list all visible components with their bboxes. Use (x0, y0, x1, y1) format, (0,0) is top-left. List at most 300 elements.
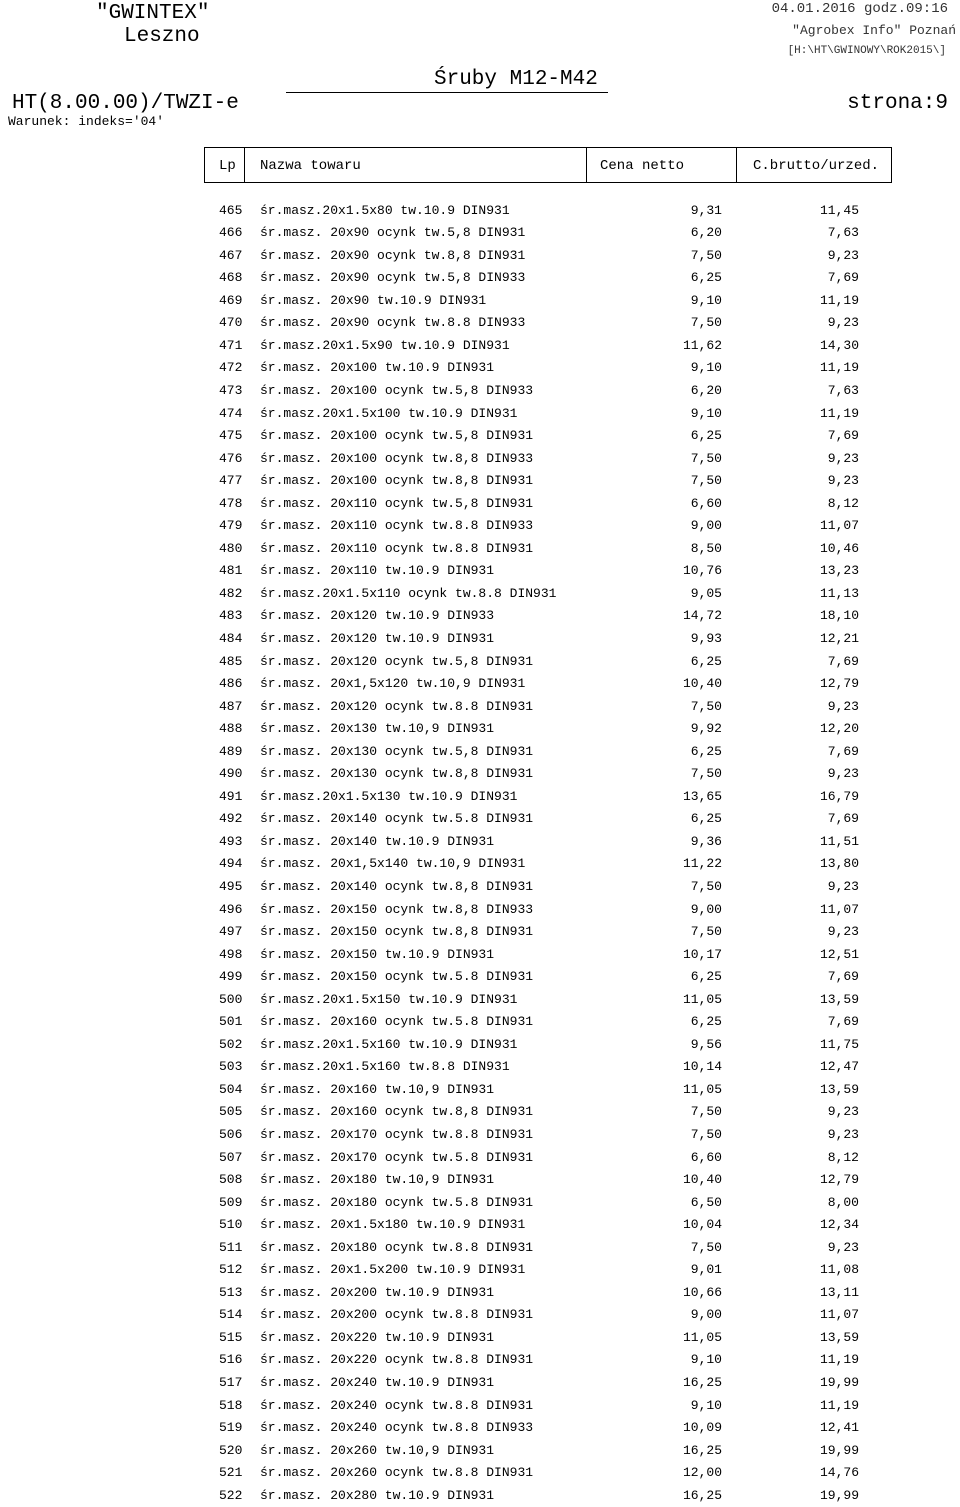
row-gross-price: 11,45 (819, 202, 859, 218)
row-net-price: 11,05 (682, 991, 722, 1007)
row-product-name: śr.masz. 20x100 ocynk tw.8,8 DIN931 (260, 473, 534, 489)
row-net-price: 9,10 (690, 360, 722, 376)
row-gross-price: 7,69 (827, 743, 859, 759)
row-lp: 476 (219, 450, 243, 466)
title-underline (286, 92, 608, 93)
row-lp: 498 (219, 946, 243, 962)
row-lp: 477 (219, 473, 243, 489)
table-row (0, 560, 960, 583)
row-net-price: 6,25 (690, 743, 722, 759)
row-net-price: 6,25 (690, 811, 722, 827)
table-row (0, 1192, 960, 1215)
row-gross-price: 9,23 (827, 924, 859, 940)
row-lp: 512 (219, 1262, 243, 1278)
header-divider (736, 147, 737, 183)
row-product-name: śr.masz. 20x90 ocynk tw.8.8 DIN933 (260, 315, 526, 331)
row-net-price: 6,60 (690, 495, 722, 511)
row-net-price: 7,50 (690, 1104, 722, 1120)
row-lp: 520 (219, 1442, 243, 1458)
table-row (0, 583, 960, 606)
table-row (0, 448, 960, 471)
table-row (0, 673, 960, 696)
row-gross-price: 14,76 (819, 1465, 859, 1481)
row-gross-price: 12,51 (819, 946, 859, 962)
row-gross-price: 9,23 (827, 1104, 859, 1120)
row-gross-price: 7,63 (827, 382, 859, 398)
row-gross-price: 11,07 (819, 518, 859, 534)
row-lp: 482 (219, 585, 243, 601)
row-net-price: 6,60 (690, 1149, 722, 1165)
row-product-name: śr.masz. 20x1,5x120 tw.10,9 DIN931 (260, 676, 526, 692)
row-product-name: śr.masz. 20x130 ocynk tw.8,8 DIN931 (260, 766, 534, 782)
row-product-name: śr.masz. 20x90 ocynk tw.5,8 DIN931 (260, 225, 526, 241)
table-row (0, 876, 960, 899)
row-net-price: 6,25 (690, 653, 722, 669)
row-net-price: 9,36 (690, 833, 722, 849)
row-net-price: 7,50 (690, 924, 722, 940)
row-net-price: 10,40 (682, 1172, 722, 1188)
row-gross-price: 11,19 (819, 360, 859, 376)
row-lp: 507 (219, 1149, 243, 1165)
row-gross-price: 8,00 (827, 1194, 859, 1210)
row-gross-price: 9,23 (827, 450, 859, 466)
row-lp: 472 (219, 360, 243, 376)
row-product-name: śr.masz. 20x240 ocynk tw.8.8 DIN931 (260, 1397, 534, 1413)
row-lp: 489 (219, 743, 243, 759)
company-city: Leszno (124, 25, 200, 48)
row-lp: 513 (219, 1284, 243, 1300)
row-lp: 465 (219, 202, 243, 218)
row-gross-price: 9,23 (827, 473, 859, 489)
row-gross-price: 18,10 (819, 608, 859, 624)
row-gross-price: 12,41 (819, 1420, 859, 1436)
table-row (0, 1214, 960, 1237)
table-row (0, 1395, 960, 1418)
table-row (0, 290, 960, 313)
row-lp: 495 (219, 879, 243, 894)
row-net-price: 7,50 (690, 879, 722, 894)
row-product-name: śr.masz. 20x1.5x200 tw.10.9 DIN931 (260, 1262, 526, 1278)
row-product-name: śr.masz. 20x170 ocynk tw.8.8 DIN931 (260, 1127, 534, 1143)
row-lp: 483 (219, 608, 243, 624)
table-row (0, 1034, 960, 1057)
row-product-name: śr.masz.20x1.5x110 ocynk tw.8.8 DIN931 (260, 585, 557, 601)
header-bottom-rule (204, 182, 892, 183)
row-net-price: 9,01 (690, 1262, 722, 1278)
row-lp: 522 (219, 1487, 243, 1503)
row-product-name: śr.masz. 20x140 ocynk tw.5.8 DIN931 (260, 811, 534, 827)
row-product-name: śr.masz. 20x90 ocynk tw.8,8 DIN931 (260, 247, 526, 263)
row-lp: 471 (219, 337, 243, 353)
row-lp: 510 (219, 1217, 243, 1233)
table-row (0, 763, 960, 786)
row-net-price: 13,65 (682, 788, 722, 804)
row-gross-price: 12,79 (819, 676, 859, 692)
row-product-name: śr.masz. 20x120 ocynk tw.5,8 DIN931 (260, 653, 534, 669)
row-product-name: śr.masz. 20x180 ocynk tw.5.8 DIN931 (260, 1194, 534, 1210)
row-net-price: 9,00 (690, 901, 722, 917)
row-product-name: śr.masz. 20x260 ocynk tw.8.8 DIN931 (260, 1465, 534, 1481)
filter-condition: Warunek: indeks='04' (8, 114, 165, 129)
row-gross-price: 9,23 (827, 1239, 859, 1255)
row-product-name: śr.masz. 20x150 ocynk tw.8,8 DIN933 (260, 901, 534, 917)
row-product-name: śr.masz.20x1.5x150 tw.10.9 DIN931 (260, 991, 518, 1007)
table-row (0, 1462, 960, 1485)
row-net-price: 6,25 (690, 428, 722, 444)
row-lp: 473 (219, 382, 243, 398)
row-lp: 467 (219, 247, 243, 263)
row-product-name: śr.masz. 20x240 ocynk tw.8.8 DIN933 (260, 1420, 534, 1436)
row-gross-price: 10,46 (819, 540, 859, 556)
row-net-price: 7,50 (690, 247, 722, 263)
row-product-name: śr.masz.20x1.5x130 tw.10.9 DIN931 (260, 788, 518, 804)
table-row (0, 899, 960, 922)
row-lp: 516 (219, 1352, 243, 1368)
row-net-price: 6,25 (690, 1014, 722, 1030)
row-gross-price: 9,23 (827, 247, 859, 263)
row-net-price: 9,10 (690, 405, 722, 421)
table-row (0, 1327, 960, 1350)
row-gross-price: 7,63 (827, 225, 859, 241)
row-lp: 493 (219, 833, 243, 849)
table-row (0, 335, 960, 358)
row-product-name: śr.masz. 20x110 tw.10.9 DIN931 (260, 563, 495, 579)
row-gross-price: 11,51 (819, 833, 859, 849)
table-row (0, 628, 960, 651)
row-lp: 478 (219, 495, 243, 511)
row-net-price: 6,20 (690, 382, 722, 398)
report-id: HT(8.00.00)/TWZI-e (12, 92, 239, 115)
row-net-price: 6,25 (690, 969, 722, 985)
row-net-price: 10,14 (682, 1059, 722, 1075)
row-net-price: 10,17 (682, 946, 722, 962)
row-gross-price: 11,08 (819, 1262, 859, 1278)
row-gross-price: 12,20 (819, 721, 859, 737)
row-product-name: śr.masz. 20x110 ocynk tw.8.8 DIN931 (260, 540, 534, 556)
row-net-price: 10,40 (682, 676, 722, 692)
price-list (0, 200, 960, 1507)
header-divider (891, 147, 892, 183)
software-name: "Agrobex Info" Poznań (792, 23, 956, 38)
row-net-price: 7,50 (690, 1127, 722, 1143)
row-net-price: 10,09 (682, 1420, 722, 1436)
row-lp: 481 (219, 563, 243, 579)
row-product-name: śr.masz. 20x280 tw.10.9 DIN931 (260, 1487, 495, 1503)
table-row (0, 1259, 960, 1282)
table-row (0, 808, 960, 831)
row-net-price: 16,25 (682, 1375, 722, 1391)
row-net-price: 16,25 (682, 1442, 722, 1458)
row-net-price: 7,50 (690, 766, 722, 782)
row-gross-price: 13,59 (819, 991, 859, 1007)
table-row (0, 493, 960, 516)
table-row (0, 425, 960, 448)
row-product-name: śr.masz.20x1.5x90 tw.10.9 DIN931 (260, 337, 510, 353)
row-product-name: śr.masz. 20x110 ocynk tw.8.8 DIN933 (260, 518, 534, 534)
row-product-name: śr.masz. 20x100 ocynk tw.5,8 DIN931 (260, 428, 534, 444)
row-gross-price: 13,11 (819, 1284, 859, 1300)
row-product-name: śr.masz. 20x160 tw.10,9 DIN931 (260, 1081, 495, 1097)
row-lp: 485 (219, 653, 243, 669)
row-lp: 484 (219, 630, 243, 646)
row-gross-price: 7,69 (827, 653, 859, 669)
table-row (0, 1124, 960, 1147)
row-lp: 469 (219, 292, 243, 308)
table-row (0, 605, 960, 628)
row-lp: 519 (219, 1420, 243, 1436)
row-product-name: śr.masz.20x1.5x160 tw.10.9 DIN931 (260, 1036, 518, 1052)
row-product-name: śr.masz. 20x1,5x140 tw.10,9 DIN931 (260, 856, 526, 872)
row-gross-price: 11,75 (819, 1036, 859, 1052)
row-lp: 490 (219, 766, 243, 782)
row-lp: 468 (219, 270, 243, 286)
row-gross-price: 7,69 (827, 811, 859, 827)
row-gross-price: 7,69 (827, 969, 859, 985)
table-row (0, 1282, 960, 1305)
file-path: [H:\HT\GWINOWY\ROK2015\] (787, 45, 946, 57)
table-row (0, 515, 960, 538)
row-net-price: 10,04 (682, 1217, 722, 1233)
table-row (0, 1304, 960, 1327)
row-net-price: 11,62 (682, 337, 722, 353)
table-row (0, 1417, 960, 1440)
row-lp: 514 (219, 1307, 243, 1323)
row-gross-price: 9,23 (827, 1127, 859, 1143)
row-product-name: śr.masz. 20x100 tw.10.9 DIN931 (260, 360, 495, 376)
row-gross-price: 11,07 (819, 901, 859, 917)
table-row (0, 1485, 960, 1507)
row-product-name: śr.masz.20x1.5x160 tw.8.8 DIN931 (260, 1059, 510, 1075)
row-gross-price: 7,69 (827, 1014, 859, 1030)
row-lp: 488 (219, 721, 243, 737)
row-net-price: 7,50 (690, 1239, 722, 1255)
row-net-price: 9,56 (690, 1036, 722, 1052)
table-row (0, 200, 960, 223)
row-net-price: 11,05 (682, 1081, 722, 1097)
table-row (0, 696, 960, 719)
row-lp: 487 (219, 698, 243, 714)
row-lp: 494 (219, 856, 243, 872)
table-row (0, 718, 960, 741)
row-gross-price: 9,23 (827, 766, 859, 782)
table-row (0, 1237, 960, 1260)
row-lp: 521 (219, 1465, 243, 1481)
row-net-price: 7,50 (690, 450, 722, 466)
table-row (0, 403, 960, 426)
row-lp: 517 (219, 1375, 243, 1391)
row-lp: 506 (219, 1127, 243, 1143)
table-row (0, 538, 960, 561)
row-product-name: śr.masz. 20x100 ocynk tw.8,8 DIN933 (260, 450, 534, 466)
table-row (0, 786, 960, 809)
row-product-name: śr.masz. 20x150 ocynk tw.8,8 DIN931 (260, 924, 534, 940)
row-lp: 508 (219, 1172, 243, 1188)
row-net-price: 9,00 (690, 1307, 722, 1323)
row-lp: 479 (219, 518, 243, 534)
row-gross-price: 9,23 (827, 879, 859, 894)
row-gross-price: 12,34 (819, 1217, 859, 1233)
row-product-name: śr.masz. 20x260 tw.10,9 DIN931 (260, 1442, 495, 1458)
row-gross-price: 13,23 (819, 563, 859, 579)
row-lp: 500 (219, 991, 243, 1007)
row-lp: 470 (219, 315, 243, 331)
table-row (0, 1101, 960, 1124)
row-gross-price: 8,12 (827, 495, 859, 511)
row-gross-price: 13,80 (819, 856, 859, 872)
column-header-lp: Lp (219, 158, 236, 174)
row-lp: 480 (219, 540, 243, 556)
row-lp: 501 (219, 1014, 243, 1030)
row-net-price: 9,92 (690, 721, 722, 737)
row-net-price: 7,50 (690, 473, 722, 489)
table-row (0, 1372, 960, 1395)
row-product-name: śr.masz. 20x120 tw.10.9 DIN931 (260, 630, 495, 646)
table-row (0, 1349, 960, 1372)
row-net-price: 16,25 (682, 1487, 722, 1503)
table-row (0, 1011, 960, 1034)
row-gross-price: 13,59 (819, 1081, 859, 1097)
row-product-name: śr.masz. 20x1.5x180 tw.10.9 DIN931 (260, 1217, 526, 1233)
table-row (0, 380, 960, 403)
row-product-name: śr.masz. 20x180 tw.10,9 DIN931 (260, 1172, 495, 1188)
row-net-price: 14,72 (682, 608, 722, 624)
row-gross-price: 14,30 (819, 337, 859, 353)
row-product-name: śr.masz. 20x90 ocynk tw.5,8 DIN933 (260, 270, 526, 286)
row-product-name: śr.masz. 20x160 ocynk tw.5.8 DIN931 (260, 1014, 534, 1030)
table-row (0, 1079, 960, 1102)
table-row (0, 267, 960, 290)
header-divider (244, 147, 245, 183)
table-row (0, 966, 960, 989)
table-row (0, 989, 960, 1012)
row-gross-price: 16,79 (819, 788, 859, 804)
header-divider (586, 147, 587, 183)
table-row (0, 470, 960, 493)
row-product-name: śr.masz. 20x140 ocynk tw.8,8 DIN931 (260, 879, 534, 894)
row-gross-price: 19,99 (819, 1442, 859, 1458)
row-lp: 515 (219, 1329, 243, 1345)
row-product-name: śr.masz. 20x220 tw.10.9 DIN931 (260, 1329, 495, 1345)
row-gross-price: 8,12 (827, 1149, 859, 1165)
table-row (0, 245, 960, 268)
row-product-name: śr.masz. 20x90 tw.10.9 DIN931 (260, 292, 487, 308)
row-net-price: 9,05 (690, 585, 722, 601)
row-product-name: śr.masz.20x1.5x80 tw.10.9 DIN931 (260, 202, 510, 218)
row-product-name: śr.masz. 20x160 ocynk tw.8,8 DIN931 (260, 1104, 534, 1120)
row-gross-price: 19,99 (819, 1375, 859, 1391)
row-net-price: 7,50 (690, 698, 722, 714)
row-net-price: 6,25 (690, 270, 722, 286)
row-product-name: śr.masz. 20x180 ocynk tw.8.8 DIN931 (260, 1239, 534, 1255)
row-product-name: śr.masz. 20x100 ocynk tw.5,8 DIN933 (260, 382, 534, 398)
row-lp: 505 (219, 1104, 243, 1120)
row-lp: 518 (219, 1397, 243, 1413)
row-gross-price: 7,69 (827, 270, 859, 286)
row-product-name: śr.masz. 20x110 ocynk tw.5,8 DIN931 (260, 495, 534, 511)
row-product-name: śr.masz. 20x220 ocynk tw.8.8 DIN931 (260, 1352, 534, 1368)
table-row (0, 1147, 960, 1170)
row-product-name: śr.masz. 20x120 ocynk tw.8.8 DIN931 (260, 698, 534, 714)
row-net-price: 9,10 (690, 292, 722, 308)
table-row (0, 1440, 960, 1463)
table-row (0, 1169, 960, 1192)
row-lp: 474 (219, 405, 243, 421)
row-gross-price: 13,59 (819, 1329, 859, 1345)
row-net-price: 6,20 (690, 225, 722, 241)
row-net-price: 9,00 (690, 518, 722, 534)
row-lp: 491 (219, 788, 243, 804)
table-row (0, 944, 960, 967)
table-row (0, 921, 960, 944)
row-product-name: śr.masz. 20x150 tw.10.9 DIN931 (260, 946, 495, 962)
print-datetime: 04.01.2016 godz.09:16 (771, 1, 948, 17)
row-lp: 503 (219, 1059, 243, 1075)
row-gross-price: 9,23 (827, 315, 859, 331)
row-lp: 486 (219, 676, 243, 692)
row-net-price: 11,22 (682, 856, 722, 872)
table-row (0, 1056, 960, 1079)
row-product-name: śr.masz. 20x200 tw.10.9 DIN931 (260, 1284, 495, 1300)
row-gross-price: 12,21 (819, 630, 859, 646)
header-divider (204, 147, 205, 183)
table-row (0, 357, 960, 380)
column-header-name: Nazwa towaru (260, 158, 361, 174)
row-lp: 492 (219, 811, 243, 827)
table-row (0, 741, 960, 764)
header-top-rule (204, 147, 892, 148)
table-row (0, 312, 960, 335)
table-row (0, 222, 960, 245)
row-net-price: 11,05 (682, 1329, 722, 1345)
row-gross-price: 7,69 (827, 428, 859, 444)
table-row (0, 651, 960, 674)
row-gross-price: 11,19 (819, 1397, 859, 1413)
row-gross-price: 11,19 (819, 1352, 859, 1368)
row-product-name: śr.masz. 20x150 ocynk tw.5.8 DIN931 (260, 969, 534, 985)
row-net-price: 7,50 (690, 315, 722, 331)
row-product-name: śr.masz. 20x120 tw.10.9 DIN933 (260, 608, 495, 624)
row-net-price: 10,66 (682, 1284, 722, 1300)
row-gross-price: 12,47 (819, 1059, 859, 1075)
row-lp: 466 (219, 225, 243, 241)
row-gross-price: 11,19 (819, 405, 859, 421)
column-header-gross: C.brutto/urzed. (753, 158, 880, 174)
document-title: Śruby M12-M42 (434, 68, 598, 91)
row-net-price: 8,50 (690, 540, 722, 556)
row-net-price: 9,93 (690, 630, 722, 646)
row-product-name: śr.masz. 20x200 ocynk tw.8.8 DIN931 (260, 1307, 534, 1323)
row-product-name: śr.masz. 20x130 tw.10,9 DIN931 (260, 721, 495, 737)
table-header (204, 147, 892, 183)
row-lp: 497 (219, 924, 243, 940)
row-gross-price: 11,19 (819, 292, 859, 308)
row-product-name: śr.masz. 20x140 tw.10.9 DIN931 (260, 833, 495, 849)
row-product-name: śr.masz. 20x130 ocynk tw.5,8 DIN931 (260, 743, 534, 759)
column-header-net: Cena netto (600, 158, 685, 174)
row-lp: 509 (219, 1194, 243, 1210)
row-product-name: śr.masz. 20x170 ocynk tw.5.8 DIN931 (260, 1149, 534, 1165)
table-row (0, 831, 960, 854)
row-net-price: 9,10 (690, 1397, 722, 1413)
row-product-name: śr.masz.20x1.5x100 tw.10.9 DIN931 (260, 405, 518, 421)
row-gross-price: 11,07 (819, 1307, 859, 1323)
page-number: strona:9 (847, 92, 948, 115)
row-net-price: 12,00 (682, 1465, 722, 1481)
row-net-price: 9,10 (690, 1352, 722, 1368)
row-gross-price: 12,79 (819, 1172, 859, 1188)
row-gross-price: 19,99 (819, 1487, 859, 1503)
row-net-price: 10,76 (682, 563, 722, 579)
